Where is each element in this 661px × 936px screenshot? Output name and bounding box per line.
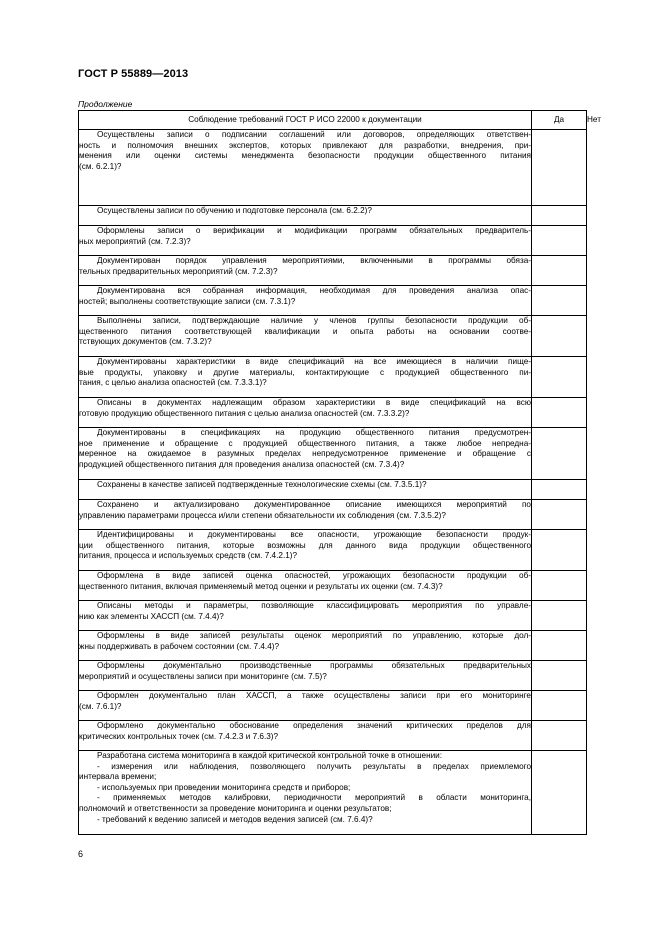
requirement-text-line: - применяемых методов калибровки, периодичности мероприятий в области мониторинга, (97, 793, 531, 803)
table-row (79, 316, 587, 357)
table-row (79, 286, 587, 316)
requirement-text-line: ное применение и обращение с продукцией общественного питания, а также любое непредна- (79, 438, 531, 448)
requirement-text-line: (см. 6.2.1)? (79, 161, 122, 171)
table-row (79, 130, 587, 206)
yes-answer-cell[interactable] (532, 530, 587, 571)
requirement-cell (79, 661, 532, 691)
yes-answer-cell[interactable] (532, 500, 587, 530)
requirement-text-line: Оформлена в виде записей оценка опасностей, угрожающих безопасности продукции об- (97, 571, 531, 580)
requirement-text-line: ность и полномочия внешних экспертов, которых привлекают для разработки, внедрения, при- (79, 140, 531, 150)
requirement-cell (79, 631, 532, 661)
table-row (79, 398, 587, 428)
yes-answer-cell[interactable] (532, 631, 587, 661)
yes-answer-cell[interactable] (532, 601, 587, 631)
table-row (79, 721, 587, 751)
requirement-text-line: Выполнены записи, подтверждающие наличие у членов группы безопасности продукции об- (97, 316, 531, 325)
requirement-text-line: - используемых при проведении мониторинга средств и приборов; (97, 782, 351, 792)
continuation-label: Продолжение (78, 99, 133, 109)
requirement-text-line: Сохранены в качестве записей подтвержденные технологические схемы (см. 7.3.5.1)? (97, 480, 427, 489)
requirement-cell (79, 286, 532, 316)
requirement-text-line: Документирован порядок управления мероприятиями, включенными в программы обяза- (97, 256, 531, 265)
requirement-cell (79, 398, 532, 428)
requirement-text-line: Оформлен документально план ХАССП, а также осуществлены записи при его мониторинге (97, 691, 531, 700)
documentation-requirements-table (78, 110, 601, 835)
yes-answer-cell[interactable] (532, 226, 587, 256)
requirement-text-line: Сохранено и актуализировано документированное описание имеющихся мероприятий по (97, 500, 531, 509)
requirement-text-line: полномочий и ответственности за проведение мониторинга и оценки результатов; (79, 803, 392, 813)
column-header-requirement: Соблюдение требований ГОСТ Р ИСО 22000 к документации (79, 111, 532, 130)
table-row (79, 226, 587, 256)
requirement-text-line: Оформлены документально производственные программы обязательных предварительных (97, 661, 531, 670)
requirement-text-line: Документированы в спецификациях на продукцию общественного питания предусмотрен- (97, 428, 531, 437)
requirement-text-line: тствующих документов (см. 7.3.2)? (79, 337, 212, 347)
requirement-text-line: Оформлено документально обоснование определения значений критических пределов для (97, 721, 531, 730)
page-number: 6 (78, 849, 84, 859)
yes-answer-cell[interactable] (532, 357, 587, 398)
yes-answer-cell[interactable] (532, 691, 587, 721)
document-standard-number: ГОСТ Р 55889—2013 (78, 68, 189, 80)
table-row (79, 206, 587, 226)
requirement-text-line: Оформлены записи о верификации и модификации программ обязательных предваритель- (97, 226, 531, 235)
table-row (79, 751, 587, 835)
requirement-text-line: жны поддерживать в рабочем состоянии (см. 7.4.4)? (79, 641, 280, 651)
table-row (79, 631, 587, 661)
requirement-cell (79, 130, 532, 206)
requirement-text-line: ции общественного питания, которые возможны для данного вида продукции общественного (79, 540, 531, 550)
requirement-text-line: Осуществлены записи о подписании соглашений или договоров, определяющих ответствен- (97, 130, 531, 139)
requirement-text-line: - измерения или наблюдения, позволяющего получить результаты в пределах приемлемого (97, 761, 531, 771)
requirement-text-line: ностей; выполнены соответствующие записи (см. 7.3.1)? (79, 296, 296, 306)
table-row (79, 428, 587, 480)
requirement-cell (79, 256, 532, 286)
requirement-text-line: Осуществлены записи по обучению и подготовке персонала (см. 6.2.2)? (97, 206, 372, 215)
requirement-cell (79, 601, 532, 631)
table-row (79, 530, 587, 571)
requirement-cell (79, 721, 532, 751)
requirement-text-line: Документированы характеристики в виде спецификаций на все имеющиеся в наличии пище- (97, 357, 531, 366)
yes-answer-cell[interactable] (532, 751, 587, 835)
requirement-cell (79, 500, 532, 530)
requirement-text-line: управлению параметрами процесса и/или степени обязательности их соблюдения (см. 7.3.5.2)? (79, 510, 446, 520)
requirement-cell (79, 316, 532, 357)
requirement-text-line: питания, процесса и используемых средств (см. 7.4.2.1)? (79, 551, 298, 561)
table-row (79, 256, 587, 286)
yes-answer-cell[interactable] (532, 398, 587, 428)
requirement-cell (79, 206, 532, 226)
yes-answer-cell[interactable] (532, 316, 587, 357)
yes-answer-cell[interactable] (532, 480, 587, 500)
table-row (79, 601, 587, 631)
requirement-text-line: (см. 7.6.1)? (79, 701, 122, 711)
requirement-text-line: Описаны в документах надлежащим образом характеристики в виде спецификаций на всю (97, 398, 531, 407)
table-row (79, 661, 587, 691)
requirement-text-line: готовую продукцию общественного питания с целью анализа опасностей (см. 7.3.3.2)? (79, 408, 410, 418)
column-header-yes: Да (532, 111, 587, 130)
requirement-cell (79, 480, 532, 500)
requirement-text-line: интервала времени; (79, 772, 157, 782)
requirement-text-line: менения или оценки системы менеджмента безопасности продукции общественного питания (79, 151, 531, 161)
yes-answer-cell[interactable] (532, 130, 587, 206)
requirement-text-line: щественного питания, включая применяемый метод оценки и результаты их оценки (см. 7.4.3)? (79, 581, 443, 591)
requirement-text-line: ных мероприятий (см. 7.2.3)? (79, 236, 191, 246)
requirement-text-line: тания, с целью анализа опасностей (см. 7.3.3.1)? (79, 378, 267, 388)
requirement-cell (79, 428, 532, 480)
yes-answer-cell[interactable] (532, 206, 587, 226)
requirement-text-line: Идентифицированы и документированы все опасности, угрожающие безопасности продук- (97, 530, 531, 539)
yes-answer-cell[interactable] (532, 286, 587, 316)
requirement-text-line: нию как элементы ХАССП (см. 7.4.4)? (79, 611, 224, 621)
requirement-text-line: вые продукты, упаковку и другие материалы, контактирующие с продукцией общественного пи- (79, 367, 531, 377)
requirement-text-line: мероприятий и осуществлены записи при мониторинге (см. 7.5)? (79, 671, 327, 681)
requirement-text-line: тельных предварительных мероприятий (см. 7.2.3)? (79, 266, 278, 276)
yes-answer-cell[interactable] (532, 428, 587, 480)
requirement-cell (79, 530, 532, 571)
requirement-text-line: продукцией общественного питания для проведения анализа опасностей (см. 7.3.4)? (79, 459, 405, 469)
yes-answer-cell[interactable] (532, 571, 587, 601)
yes-answer-cell[interactable] (532, 256, 587, 286)
yes-answer-cell[interactable] (532, 661, 587, 691)
requirement-cell (79, 571, 532, 601)
table-row (79, 500, 587, 530)
requirement-text-line: - требований к ведению записей и методов ведения записей (см. 7.6.4)? (97, 814, 373, 824)
table-row (79, 357, 587, 398)
requirement-cell (79, 226, 532, 256)
table-row (79, 480, 587, 500)
requirement-text-line: критических контрольных точек (см. 7.4.2.3 и 7.6.3)? (79, 731, 279, 741)
requirement-text-line: меренное на ожидаемое в разумных пределах непредусмотренное применение и обращение с (79, 449, 531, 459)
requirement-cell (79, 691, 532, 721)
requirement-text-line: Разработана система мониторинга в каждой критической контрольной точке в отношении: (97, 751, 443, 760)
table-header-row: Соблюдение требований ГОСТ Р ИСО 22000 к документации Да Нет (79, 111, 587, 130)
yes-answer-cell[interactable] (532, 721, 587, 751)
requirement-text-line: щественного питания соответствующей квалификации и опыта работы на основании соотве- (79, 326, 531, 336)
requirement-text-line: Документирована вся собранная информация, необходимая для проведения анализа опас- (97, 286, 531, 295)
requirement-cell (79, 751, 532, 835)
requirement-text-line: Оформлены в виде записей результаты оценок мероприятий по управлению, которые дол- (97, 631, 531, 640)
table-row (79, 691, 587, 721)
requirement-text-line: Описаны методы и параметры, позволяющие классифицировать мероприятия по управле- (97, 601, 531, 610)
table-row (79, 571, 587, 601)
requirement-cell (79, 357, 532, 398)
